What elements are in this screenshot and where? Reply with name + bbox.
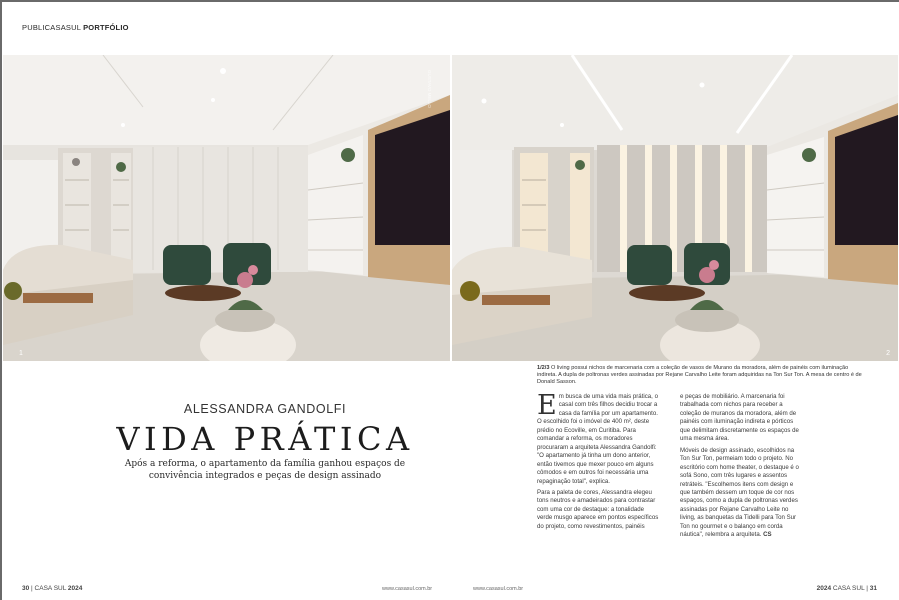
paragraph: [680, 447, 802, 540]
paragraph: e peças de mobiliário. A marcenaria foi trabalhada com nichos para receber a coleção de muranos da moradora, além de painéis com iluminação indireta e pórticos que delimitam discretamente os espaços de uma mesma área.: [680, 393, 799, 443]
article-column-1: [537, 390, 659, 534]
website-url-right: www.casasul.com.br: [473, 586, 524, 592]
section-name: PORTFÓLIO: [83, 23, 129, 32]
paragraph: [537, 390, 659, 486]
page-border-top: [0, 0, 899, 2]
year-left: 2024: [67, 585, 83, 592]
paragraph: Para a paleta de cores, Alessandra elegeu tons neutros e amadeirados para contrastar com uma cor de destaque: a tonalidade verde musgo aparece em pontos específicos do projeto, como revestimentos, painéis: [537, 488, 659, 530]
running-header: [22, 23, 129, 32]
folio-left: 30 | CASA SUL 2024: [22, 585, 83, 592]
website-url-left: www.casasul.com.br: [382, 586, 433, 592]
caption-label: 1/2/3: [537, 365, 550, 371]
year-right: 2024: [816, 585, 832, 592]
article-title: VIDA PRÁTICA: [116, 420, 414, 458]
article-signature: CS: [763, 531, 772, 539]
living-room-photo-1: [3, 55, 450, 361]
magazine-name-left: CASA SUL: [34, 585, 67, 592]
article-author: ALESSANDRA GANDOLFI: [183, 402, 347, 416]
living-room-illustration-2: [452, 55, 898, 361]
photo-number: 1: [19, 350, 23, 357]
page-number-left: 30: [22, 585, 30, 592]
living-room-illustration-1: [3, 55, 450, 361]
article-column-2: [680, 393, 802, 543]
magazine-name-right: CASA SUL: [832, 585, 865, 592]
paragraph-text: m busca de uma vida mais prática, o casal com três filhos decidiu trocar a casa da família por um apartamento. O escolhido foi o imóvel de 400 m², deste prédio no Ecoville, em Curitiba. Para comandar a reforma, os moradores procuraram a arquiteta Alessandra Gandolfi: "O apartamento já tinha um dono anterior, então tivemos que mexer pouco em alguns cômodos e em outros foi necessária uma repaginação total", explica.: [537, 393, 658, 485]
drop-cap: E: [537, 390, 557, 421]
publication-name: PUBLICASASUL: [22, 23, 81, 32]
photo-caption: [537, 365, 862, 386]
article-lead: Após a reforma, o apartamento da família ganhou espaços de convivência integrados e peças de design assinado: [124, 459, 406, 481]
photo-number: 2: [886, 350, 890, 357]
page-number-right: 31: [869, 585, 877, 592]
living-room-photo-2: [452, 55, 898, 361]
folio-right: 2024 CASA SUL | 31: [816, 585, 877, 592]
page-border-left: [0, 0, 2, 600]
caption-text: O living possui nichos de marcenaria com a coleção de vasos de Murano da moradora, além de painéis com iluminação indireta. A dupla de poltronas verdes assinadas por Rejane Carvalho Leite foram adquiridas na Ton Sur Ton. A mesa de centro é de Donald Sasson.: [537, 365, 862, 385]
paragraph-text: Móveis de design assinado, escolhidos na Ton Sur Ton, permeiam todo o projeto. No escritório com home theater, o destaque é o sofá Sono, com três lugares e assentos retráteis. "Escolhemos itens com design e que também dessem um toque de cor nos espaços, como a dupla de poltronas verdes assinadas por Rejane Carvalho Leite no living, as banquetas da Tidelli para Ton Sur Ton no gourmet e o balanço em corda náutica", relembra a arquiteta.: [680, 446, 799, 539]
photo-credit: GUSTAVO MELLO: [427, 70, 432, 108]
